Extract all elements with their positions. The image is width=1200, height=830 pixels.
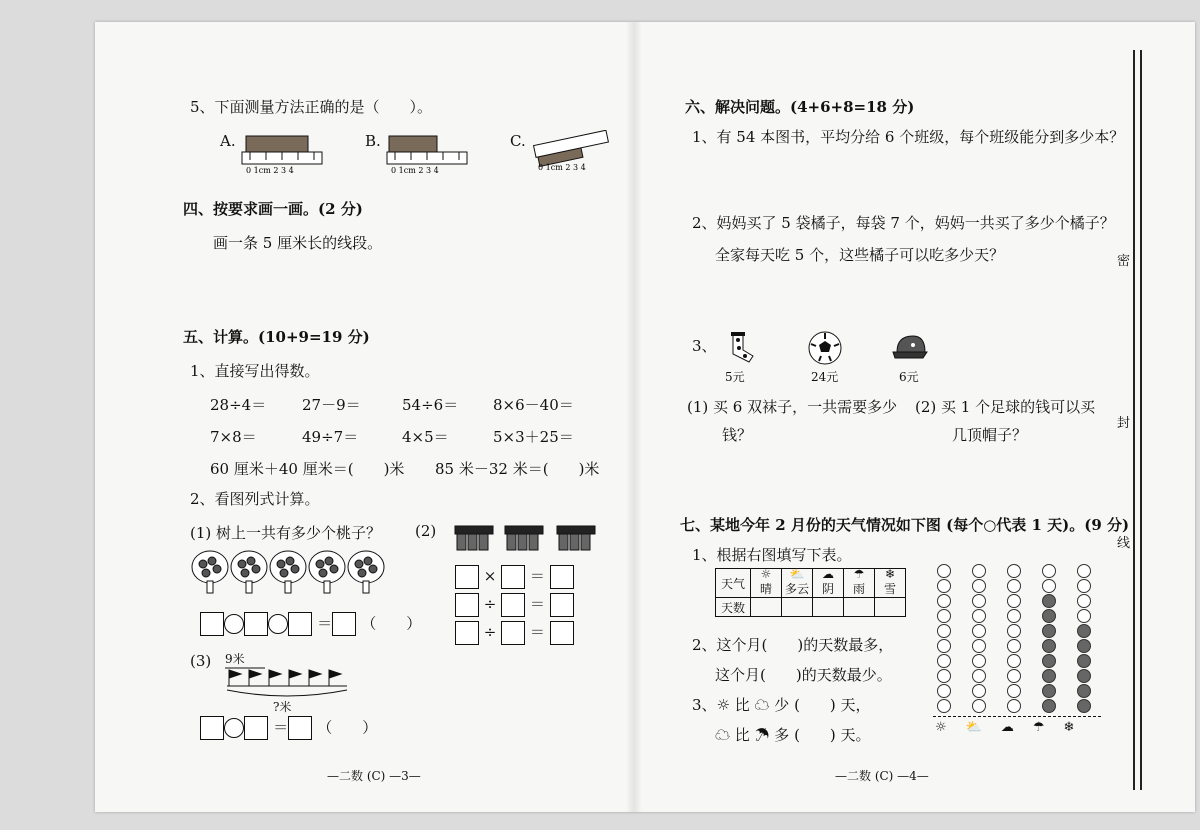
weather-sunny-cell: ☼ 晴	[751, 569, 782, 598]
ruler-c-icon	[530, 130, 615, 174]
pictogram-circle	[1077, 684, 1091, 698]
days-input-cell[interactable]	[875, 598, 906, 617]
socks-icon	[723, 330, 759, 366]
football-icon	[807, 330, 843, 366]
pictogram-circle	[1042, 669, 1056, 683]
pictogram-circle	[937, 669, 951, 683]
section7-q1: 1、根据右图填写下表。	[692, 546, 852, 564]
answer-box[interactable]	[200, 612, 224, 636]
unit-paren: （ ）	[361, 614, 422, 633]
calc-3-1: 60 厘米＋40 厘米＝( )米	[210, 460, 405, 478]
peach-trees-icon	[190, 547, 385, 597]
section6-title: 六、解决问题。(4+6+8=18 分)	[685, 98, 915, 116]
pictogram-circle	[1077, 624, 1091, 638]
pictogram-circle	[1007, 639, 1021, 653]
section5-title: 五、计算。(10+9=19 分)	[183, 328, 370, 346]
weather-overcast-cell: ☁ 阴	[813, 569, 844, 598]
calc-3-2: 85 米－32 米＝( )米	[435, 460, 600, 478]
operator-circle[interactable]	[268, 614, 288, 634]
table-row	[716, 569, 906, 598]
pictogram-circle	[1007, 564, 1021, 578]
pictogram-circle	[1077, 594, 1091, 608]
weather-pictogram	[933, 562, 1103, 742]
section6-q2b: 全家每天吃 5 个，这些橘子可以吃多少天？	[715, 246, 1005, 264]
pictogram-circle	[937, 699, 951, 713]
calc-1-1: 28÷4＝	[210, 396, 267, 414]
section6-q3-2a: (2) 买 1 个足球的钱可以买	[915, 398, 1096, 416]
section5-sub1: 1、直接写出得数。	[190, 362, 320, 380]
pictogram-circle	[1007, 624, 1021, 638]
pictogram-circle	[1077, 564, 1091, 578]
pictogram-circle	[1077, 579, 1091, 593]
binding-char-3: 线	[1117, 536, 1131, 551]
answer-box[interactable]	[501, 621, 525, 645]
pictogram-circle	[1042, 624, 1056, 638]
calc-1-3: 54÷6＝	[402, 396, 459, 414]
answer-box[interactable]	[455, 565, 479, 589]
table-header-weather: 天气	[716, 569, 751, 598]
section7-title: 七、某地今年 2 月份的天气情况如下图 (每个○代表 1 天)。(9 分)	[680, 516, 1130, 534]
answer-box[interactable]	[550, 565, 574, 589]
answer-box[interactable]	[200, 716, 224, 740]
weather-cloudy-cell: ⛅ 多云	[782, 569, 813, 598]
pictogram-circle	[1077, 609, 1091, 623]
ruler-a-icon	[240, 134, 325, 174]
calc-2-1: 7×8＝	[210, 428, 257, 446]
section6-q3-2b: 几顶帽子？	[952, 426, 1028, 444]
days-input-cell[interactable]	[751, 598, 782, 617]
pictogram-circle	[972, 639, 986, 653]
pictogram-circle	[1042, 564, 1056, 578]
pictogram-circle	[972, 564, 986, 578]
unit-paren: （ ）	[317, 718, 378, 737]
pictogram-circle	[1042, 684, 1056, 698]
equation-2: × ＝ ÷ ＝ ÷ ＝	[455, 562, 574, 646]
pictogram-circle	[937, 594, 951, 608]
pictogram-circle	[1077, 699, 1091, 713]
pictogram-weather-icons: ☼⛅☁☂❄	[935, 720, 1094, 735]
picture-problem-2: (2)	[415, 522, 437, 540]
pictogram-circle	[972, 609, 986, 623]
answer-box[interactable]	[501, 593, 525, 617]
option-c-label: C.	[510, 132, 526, 150]
pictogram-circle	[937, 579, 951, 593]
picture-problem-3: (3)	[190, 652, 212, 670]
pictogram-circle	[937, 624, 951, 638]
option-b-label: B.	[365, 132, 381, 150]
answer-box[interactable]	[244, 612, 268, 636]
pictogram-circle	[937, 609, 951, 623]
pictogram-circle	[1007, 654, 1021, 668]
length-top-label: 9米	[225, 652, 245, 666]
pictogram-circle	[972, 654, 986, 668]
days-input-cell[interactable]	[782, 598, 813, 617]
section7-q2a: 2、这个月( )的天数最多，	[692, 636, 894, 654]
equation-3: ＝ （ ）	[200, 716, 377, 740]
calc-1-4: 8×6－40＝	[493, 396, 574, 414]
pictogram-circle	[1042, 609, 1056, 623]
section4-task: 画一条 5 厘米长的线段。	[213, 234, 383, 252]
pictogram-circle	[937, 684, 951, 698]
pictogram-circle	[972, 669, 986, 683]
answer-box[interactable]	[455, 593, 479, 617]
operator-circle[interactable]	[224, 718, 244, 738]
section6-q3: 3、	[692, 337, 717, 355]
picture-problem-1: (1) 树上一共有多少个桃子？	[190, 524, 382, 542]
pictogram-circle	[1077, 654, 1091, 668]
answer-box[interactable]	[244, 716, 268, 740]
calc-2-2: 49÷7＝	[302, 428, 359, 446]
price-cap: 6元	[899, 370, 919, 384]
days-input-cell[interactable]	[844, 598, 875, 617]
page-fold	[626, 22, 642, 812]
price-football: 24元	[811, 370, 839, 384]
right-footer: —二数 (C) —4—	[835, 769, 929, 783]
left-footer: —二数 (C) —3—	[327, 769, 421, 783]
binding-line	[1140, 50, 1142, 790]
svg-text:0 1cm 2 3 4: 0 1cm 2 3 4	[246, 166, 294, 174]
ruler-b-icon	[385, 134, 470, 174]
binding-char-2: 封	[1117, 416, 1131, 431]
days-input-cell[interactable]	[813, 598, 844, 617]
pictogram-circle	[1042, 579, 1056, 593]
pictogram-circle	[1007, 669, 1021, 683]
binding-char-1: 密	[1117, 254, 1131, 269]
section7-q3a: 3、☼ 比 ☁ 少 ( ) 天，	[692, 696, 871, 714]
pictogram-circle	[972, 684, 986, 698]
pictogram-circle	[1042, 699, 1056, 713]
pictogram-circle	[1042, 639, 1056, 653]
option-a-label: A.	[220, 132, 236, 150]
pictogram-circle	[937, 564, 951, 578]
price-socks: 5元	[725, 370, 745, 384]
cap-icon	[889, 332, 929, 364]
answer-box[interactable]	[501, 565, 525, 589]
pictogram-circle	[1007, 594, 1021, 608]
answer-box[interactable]	[332, 612, 356, 636]
answer-box[interactable]	[288, 612, 312, 636]
table-header-days: 天数	[716, 598, 751, 617]
exam-sheet	[95, 22, 1195, 812]
pictogram-circle	[1042, 654, 1056, 668]
pictogram-circle	[972, 699, 986, 713]
section6-q1: 1、有 54 本图书，平均分给 6 个班级，每个班级能分到多少本？	[692, 128, 1125, 146]
section5-sub2: 2、看图列式计算。	[190, 490, 320, 508]
pictogram-circle	[1007, 699, 1021, 713]
section4-title: 四、按要求画一画。(2 分)	[183, 200, 363, 218]
weather-table	[715, 568, 906, 617]
pictogram-circle	[1007, 609, 1021, 623]
answer-box[interactable]	[455, 621, 479, 645]
calc-2-4: 5×3＋25＝	[493, 428, 574, 446]
answer-box[interactable]	[550, 621, 574, 645]
pictogram-circle	[937, 654, 951, 668]
answer-box[interactable]	[288, 716, 312, 740]
length-bottom-label: ?米	[273, 700, 292, 714]
pictogram-circle	[1042, 594, 1056, 608]
calc-2-3: 4×5＝	[402, 428, 449, 446]
section7-q3b: ☁ 比 ☂ 多 ( ) 天。	[715, 726, 871, 744]
cups-icon	[453, 522, 603, 554]
answer-box[interactable]	[550, 593, 574, 617]
weather-snow-cell: ❄ 雪	[875, 569, 906, 598]
calc-1-2: 27－9＝	[302, 396, 361, 414]
svg-text:0 1cm 2 3 4: 0 1cm 2 3 4	[538, 163, 586, 172]
section7-q2b: 这个月( )的天数最少。	[715, 666, 892, 684]
pictogram-circle	[1077, 669, 1091, 683]
pictogram-circle	[972, 624, 986, 638]
q5-text: 5、下面测量方法正确的是（ ）。	[190, 98, 433, 116]
section6-q2a: 2、妈妈买了 5 袋橘子，每袋 7 个，妈妈一共买了多少个橘子？	[692, 214, 1115, 232]
section6-q3-1a: (1) 买 6 双袜子，一共需要多少	[687, 398, 898, 416]
binding-line	[1133, 50, 1135, 790]
equation-1: ＝ （ ）	[200, 612, 421, 636]
weather-rain-cell: ☂ 雨	[844, 569, 875, 598]
pictogram-circle	[1007, 684, 1021, 698]
pictogram-circle	[1077, 639, 1091, 653]
pictogram-circle	[972, 594, 986, 608]
section6-q3-1b: 钱？	[722, 426, 753, 444]
table-row	[716, 598, 906, 617]
operator-circle[interactable]	[224, 614, 244, 634]
pictogram-circle	[1007, 579, 1021, 593]
pictogram-circle	[937, 639, 951, 653]
pictogram-circle	[972, 579, 986, 593]
svg-text:0 1cm 2 3 4: 0 1cm 2 3 4	[391, 166, 439, 174]
